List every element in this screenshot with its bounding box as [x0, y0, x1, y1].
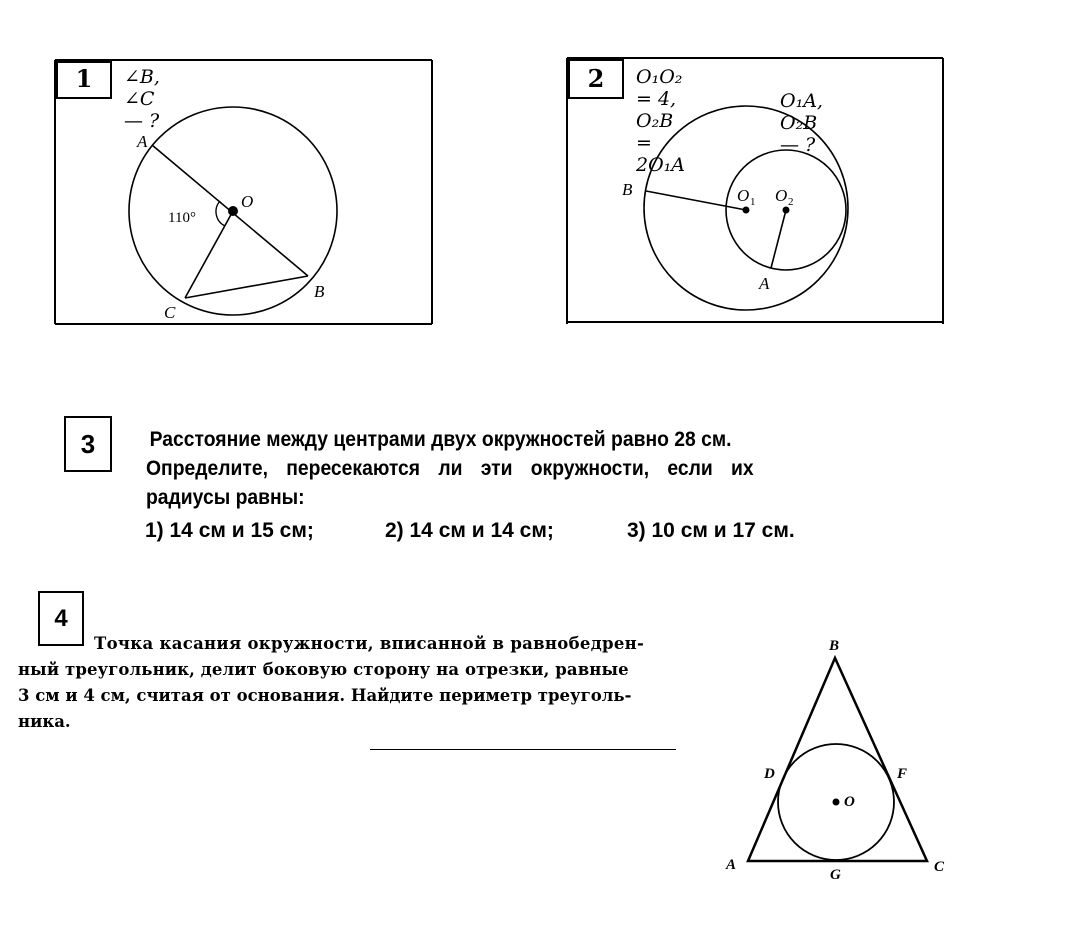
problem-3-line-2: Определите, пересекаются ли эти окружности, если их — [146, 457, 754, 480]
label-B: B — [314, 282, 325, 301]
label-O2-sub: 2 — [788, 196, 794, 208]
problem-2-diagram — [0, 0, 1080, 330]
problem-1-number: 1 — [75, 64, 93, 93]
label-A: A — [726, 857, 737, 873]
segment-O1B — [646, 191, 746, 210]
problem-3-text — [146, 425, 772, 512]
center-O1 — [743, 207, 750, 214]
problem-3-line-3: радиусы равны: — [146, 486, 305, 509]
problem-4-line-4: ника. — [18, 712, 71, 731]
triangle-ABC — [748, 658, 927, 861]
label-B: B — [829, 638, 840, 654]
segment-O2A — [771, 210, 786, 268]
label-O1: O — [737, 186, 750, 205]
label-O: O — [241, 192, 254, 211]
label-A: A — [137, 132, 148, 151]
problem-4-number: 4 — [54, 604, 68, 632]
label-C: C — [934, 859, 945, 875]
problem-2-given: O₁O₂ = 4, O₂B = 2O₁A — [636, 66, 686, 176]
problem-4-line-3: 3 см и 4 см, считая от основания. Найдите периметр треуголь- — [18, 686, 632, 705]
problem-3-option-3: 3) 10 см и 17 см. — [627, 519, 795, 542]
problem-3-option-1: 1) 14 см и 15 см; — [145, 519, 314, 542]
problem-4-line-2: ный треугольник, делит боковую сторону на отрезки, равные — [18, 660, 629, 679]
center-O — [833, 799, 840, 806]
label-D: D — [764, 766, 775, 782]
problem-2-number: 2 — [587, 64, 605, 93]
answer-line — [370, 749, 676, 750]
problem-4-diagram — [720, 628, 980, 898]
problem-2-question: O₁A, O₂B — ? — [780, 90, 823, 156]
label-B: B — [622, 180, 633, 199]
problem-3-number-box — [64, 416, 112, 472]
problem-3-option-2: 2) 14 см и 14 см; — [385, 519, 554, 542]
label-O: O — [844, 794, 855, 810]
label-G: G — [830, 867, 841, 883]
problem-1-question: ∠B, ∠C — ? — [124, 66, 160, 132]
label-O1-sub: 1 — [750, 196, 756, 208]
label-C: C — [164, 303, 176, 322]
label-F: F — [897, 766, 908, 782]
angle-label: 110° — [168, 210, 196, 226]
problem-3-number: 3 — [80, 428, 96, 459]
label-A: A — [759, 274, 770, 293]
problem-4-text — [18, 631, 678, 735]
problem-4-line-1: Точка касания окружности, вписанной в равнобедрен- — [94, 634, 645, 653]
problem-3-line-1: Расстояние между центрами двух окружностей равно 28 см. — [149, 428, 732, 451]
label-O2: O — [775, 186, 788, 205]
